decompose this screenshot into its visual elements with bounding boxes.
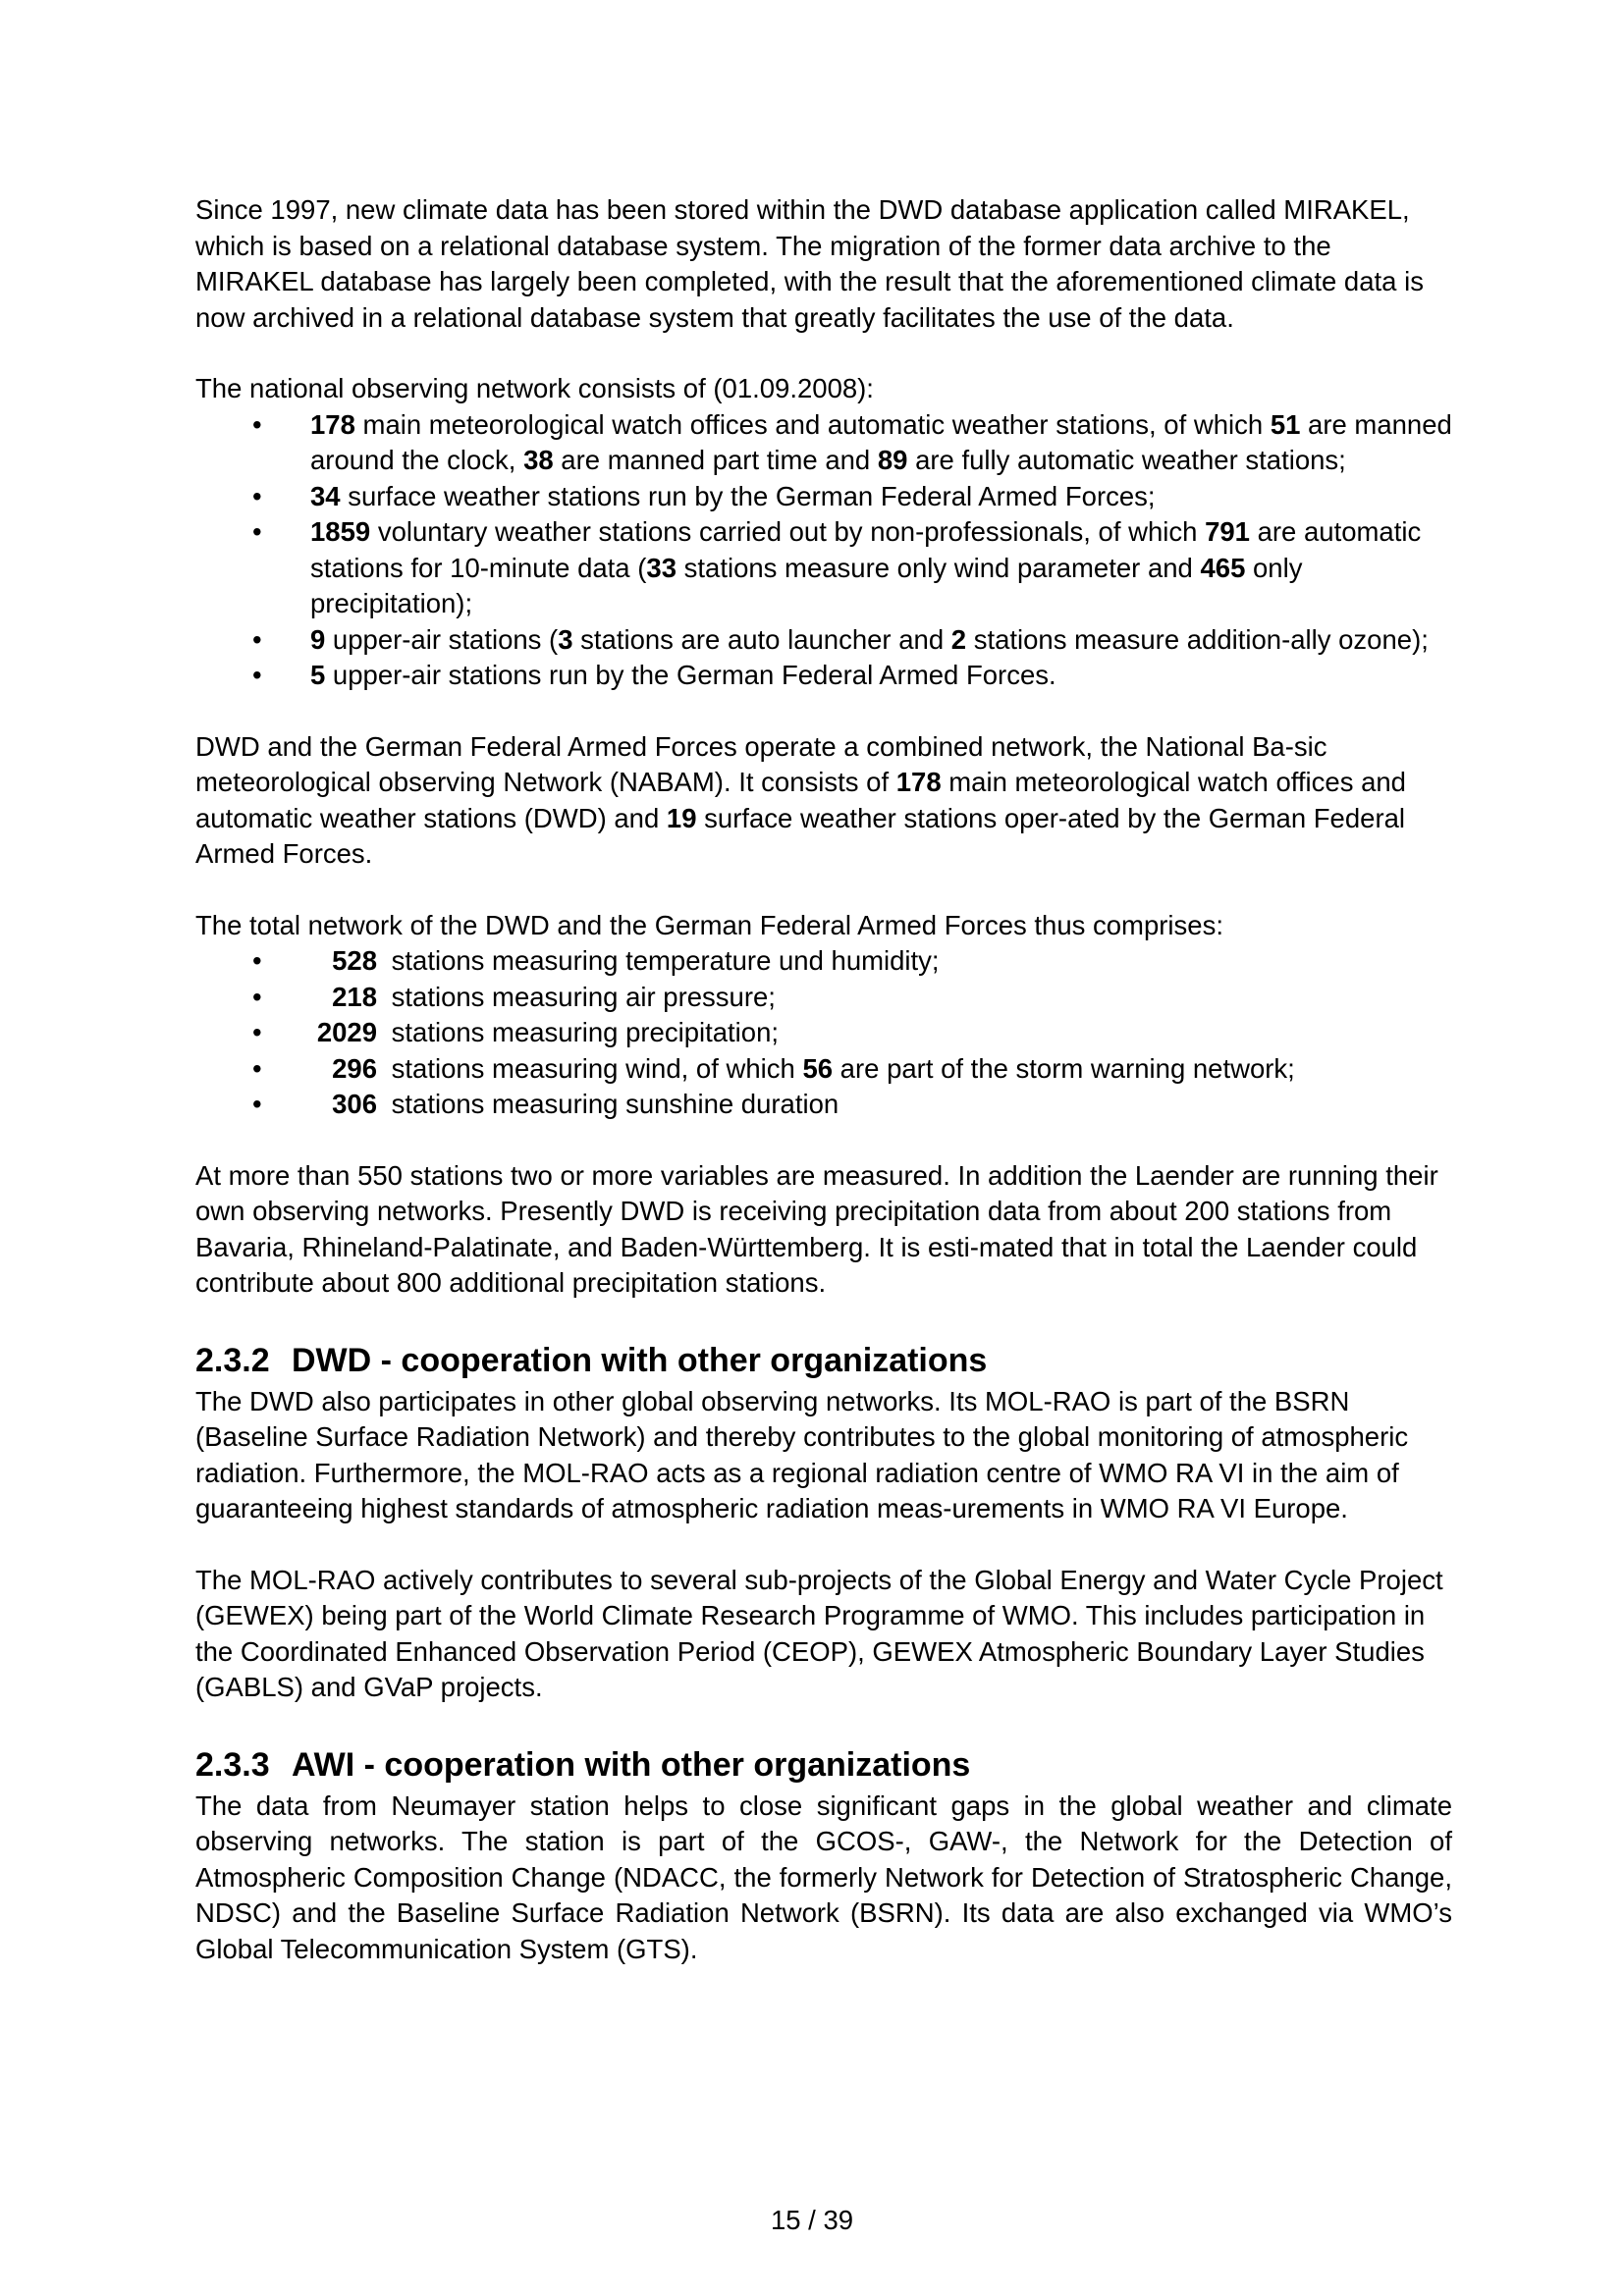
total-intro: The total network of the DWD and the German Federal Armed Forces thus comprises: <box>195 909 1223 940</box>
list-item: • 178 main meteorological watch offices and automatic weather stations, of which 51 are manned around the clock, 38 are manned part time and 89 are fully automatic weather stations; <box>195 407 1452 479</box>
list-item: • 1859 voluntary weather stations carried out by non-professionals, of which 791 are automatic stations for 10-minute data (33 stations measure only wind parameter and 465 only precipitation); <box>195 514 1452 622</box>
list-item: • 306 stations measuring sunshine duration <box>195 1087 1452 1123</box>
nabam-paragraph: DWD and the German Federal Armed Forces operate a combined network, the National Ba-sic meteorological observing Network (NABAM). It consists of 178 main meteorological watch offices and automatic weather stations (DWD) and 19 surface weather stations oper-ated by the German Federal Armed Forces. <box>195 730 1406 869</box>
section-heading-2-3-3: 2.3.3 AWI - cooperation with other organizations <box>195 1745 971 1784</box>
section-2-3-2-paragraph-1: The DWD also participates in other global observing networks. Its MOL-RAO is part of the BSRN (Baseline Surface Radiation Network) and thereby contributes to the global monitoring of atmospheric radiation. Furthermore, the MOL-RAO acts as a regional radiation centre of WMO RA VI in the aim of guaranteeing highest standards of atmospheric radiation meas-urements in WMO RA VI Europe. <box>195 1385 1409 1523</box>
total-list <box>195 943 1452 1123</box>
page-number: 15 / 39 <box>770 2205 854 2235</box>
list-item: • 296 stations measuring wind, of which 56 are part of the storm warning network; <box>195 1051 1452 1088</box>
section-2-3-2-paragraph-2: The MOL-RAO actively contributes to several sub-projects of the Global Energy and Water Cycle Project (GEWEX) being part of the World Climate Research Programme of WMO. This includes participation in the Coordinated Enhanced Observation Period (CEOP), GEWEX Atmospheric Boundary Layer Studies (GABLS) and GVaP projects. <box>195 1564 1443 1702</box>
section-heading-2-3-2: 2.3.2 DWD - cooperation with other organizations <box>195 1341 988 1379</box>
laender-paragraph: At more than 550 stations two or more variables are measured. In addition the Laender are running their own observing networks. Presently DWD is receiving precipitation data from about 200 stations from Bavaria, Rhineland-Palatinate, and Baden-Württemberg. It is esti-mated that in total the Laender could contribute about 800 additional precipitation stations. <box>195 1159 1438 1298</box>
network-list <box>195 407 1452 694</box>
list-item: • 5 upper-air stations run by the German Federal Armed Forces. <box>195 658 1452 694</box>
section-2-3-3-paragraph-1: The data from Neumayer station helps to close significant gaps in the global weather and climate observing networks. The station is part of the GCOS-, GAW-, the Network for the Detection of Atmospheric Composition Change (NDACC, the formerly Network for Detection of Stratospheric Change, NDSC) and the Baseline Surface Radiation Network (BSRN). Its data are also exchanged via WMO’s Global Telecommunication System (GTS). <box>195 1789 1452 1964</box>
intro-paragraph: Since 1997, new climate data has been stored within the DWD database application called MIRAKEL, which is based on a relational database system. The migration of the former data archive to the MIRAKEL database has largely been completed, with the result that the aforementioned climate data is now archived in a relational database system that greatly facilitates the use of the data. <box>195 194 1424 333</box>
list-item: • 218 stations measuring air pressure; <box>195 980 1452 1016</box>
document-page <box>195 192 1452 1967</box>
network-intro: The national observing network consists of (01.09.2008): <box>195 373 874 403</box>
list-item: • 2029 stations measuring precipitation; <box>195 1015 1452 1051</box>
list-item: • 9 upper-air stations (3 stations are auto launcher and 2 stations measure addition-ally ozone); <box>195 622 1452 659</box>
list-item: • 34 surface weather stations run by the German Federal Armed Forces; <box>195 479 1452 515</box>
list-item: • 528 stations measuring temperature und humidity; <box>195 943 1452 980</box>
